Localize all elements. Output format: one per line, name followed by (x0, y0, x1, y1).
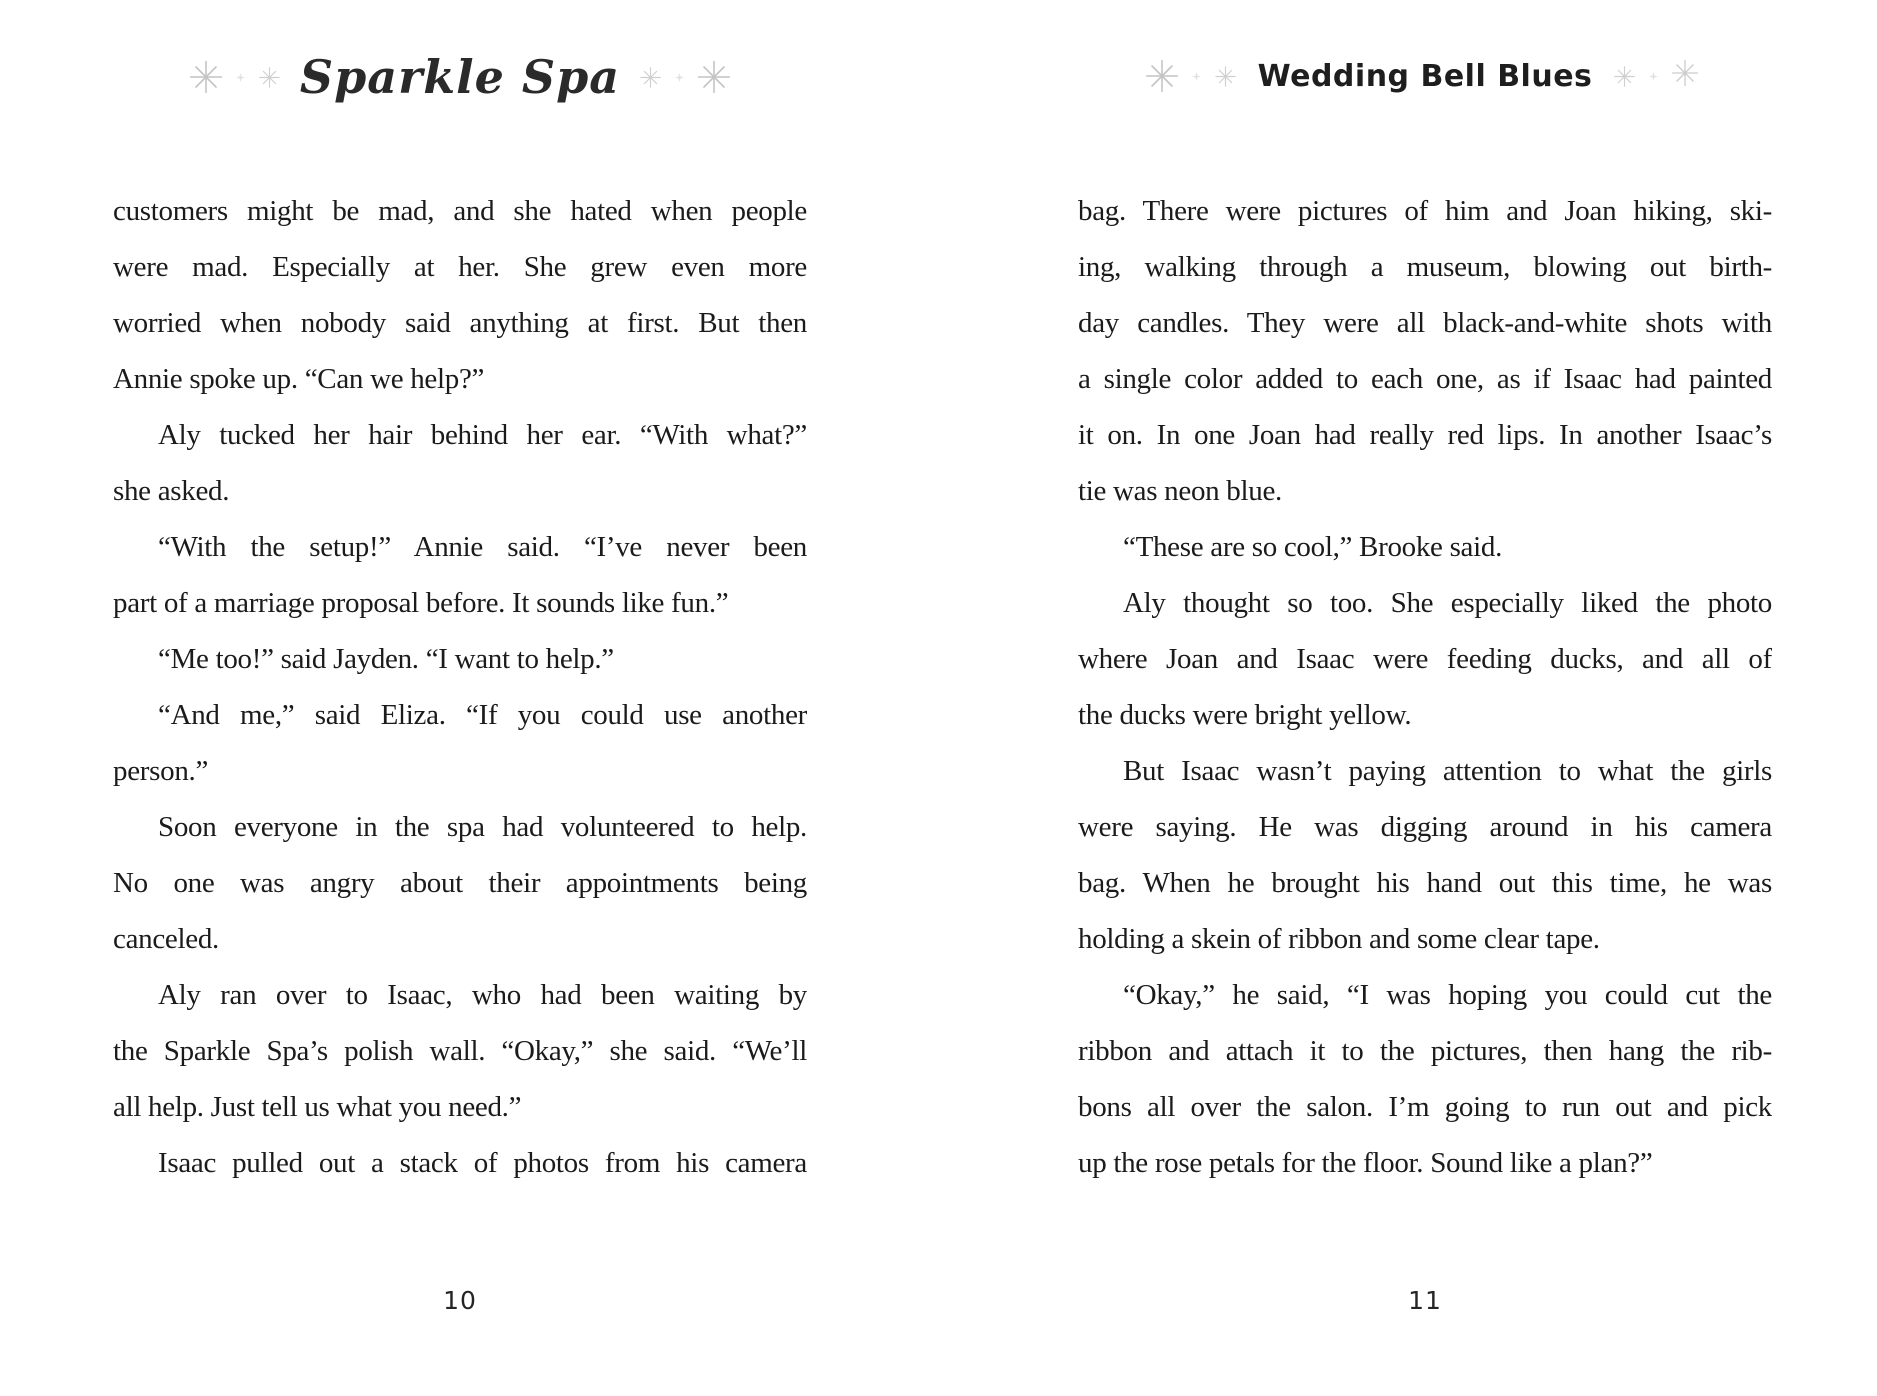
book-title: Sparkle Spa (299, 50, 621, 104)
text-line: canceled. (113, 923, 219, 955)
text-line: part of a marriage proposal before. It sounds like fun.” (113, 587, 729, 619)
text-line: Isaac pulled out a stack of photos from his camera (158, 1147, 807, 1179)
text-line: the ducks were bright yellow. (1078, 699, 1412, 731)
tiny-sparkle-icon (674, 72, 685, 83)
text-line: where Joan and Isaac were feeding ducks, and all of (1078, 643, 1772, 675)
text-line: all help. Just tell us what you need.” (113, 1091, 522, 1123)
text-line: Annie spoke up. “Can we help?” (113, 363, 485, 395)
page-right (1078, 0, 1772, 1396)
text-line: day candles. They were all black-and-white shots with (1078, 307, 1772, 339)
page-left (113, 0, 807, 1396)
text-line: were mad. Especially at her. She grew even more (113, 251, 807, 283)
text-line: it on. In one Joan had really red lips. In another Isaac’s (1078, 419, 1772, 451)
text-line: ribbon and attach it to the pictures, then hang the rib- (1078, 1035, 1772, 1067)
text-line: “Okay,” he said, “I was hoping you could cut the (1123, 979, 1772, 1011)
text-line: “With the setup!” Annie said. “I’ve never been (158, 531, 807, 563)
text-line: up the rose petals for the floor. Sound like a plan?” (1078, 1147, 1653, 1179)
tiny-sparkle-icon (1648, 71, 1659, 82)
tiny-sparkle-icon (235, 72, 246, 83)
sparkle-icon (190, 61, 222, 93)
text-line: “And me,” said Eliza. “If you could use another (158, 699, 807, 731)
text-line: customers might be mad, and she hated when people (113, 195, 807, 227)
text-line: worried when nobody said anything at first. But then (113, 307, 807, 339)
left-running-header (113, 42, 807, 112)
text-line: Soon everyone in the spa had volunteered to help. (158, 811, 807, 843)
right-page-text (1078, 183, 1772, 1191)
left-page-text (113, 183, 807, 1191)
sparkle-icon (1215, 66, 1236, 87)
text-line: she asked. (113, 475, 230, 507)
text-line: “These are so cool,” Brooke said. (1123, 531, 1503, 563)
page-number: 10 (443, 1286, 477, 1315)
sparkle-icon (698, 61, 730, 93)
text-line: “Me too!” said Jayden. “I want to help.” (158, 643, 614, 675)
text-line: Aly thought so too. She especially liked the photo (1123, 587, 1772, 619)
text-line: ing, walking through a museum, blowing out birth- (1078, 251, 1772, 283)
text-line: tie was neon blue. (1078, 475, 1282, 507)
text-line: But Isaac wasn’t paying attention to what the girls (1123, 755, 1772, 787)
sparkle-icon (1672, 60, 1704, 92)
sparkle-icon (640, 67, 661, 88)
text-line: the Sparkle Spa’s polish wall. “Okay,” she said. “We’ll (113, 1035, 807, 1067)
text-line: bons all over the salon. I’m going to run out and pick (1078, 1091, 1772, 1123)
sparkle-icon (259, 67, 280, 88)
tiny-sparkle-icon (1191, 71, 1202, 82)
text-line: a single color added to each one, as if Isaac had painted (1078, 363, 1772, 395)
page-number: 11 (1408, 1286, 1442, 1315)
sparkle-icon (1614, 66, 1635, 87)
text-line: Aly ran over to Isaac, who had been waiting by (158, 979, 807, 1011)
text-line: Aly tucked her hair behind her ear. “With what?” (158, 419, 807, 451)
sparkle-icon (1146, 60, 1178, 92)
text-line: bag. There were pictures of him and Joan hiking, ski- (1078, 195, 1772, 227)
text-line: were saying. He was digging around in his camera (1078, 811, 1772, 843)
text-line: person.” (113, 755, 209, 787)
text-line: bag. When he brought his hand out this time, he was (1078, 867, 1772, 899)
right-running-header (1078, 50, 1772, 102)
chapter-title: Wedding Bell Blues (1257, 58, 1593, 94)
text-line: holding a skein of ribbon and some clear tape. (1078, 923, 1600, 955)
text-line: No one was angry about their appointments being (113, 867, 807, 899)
